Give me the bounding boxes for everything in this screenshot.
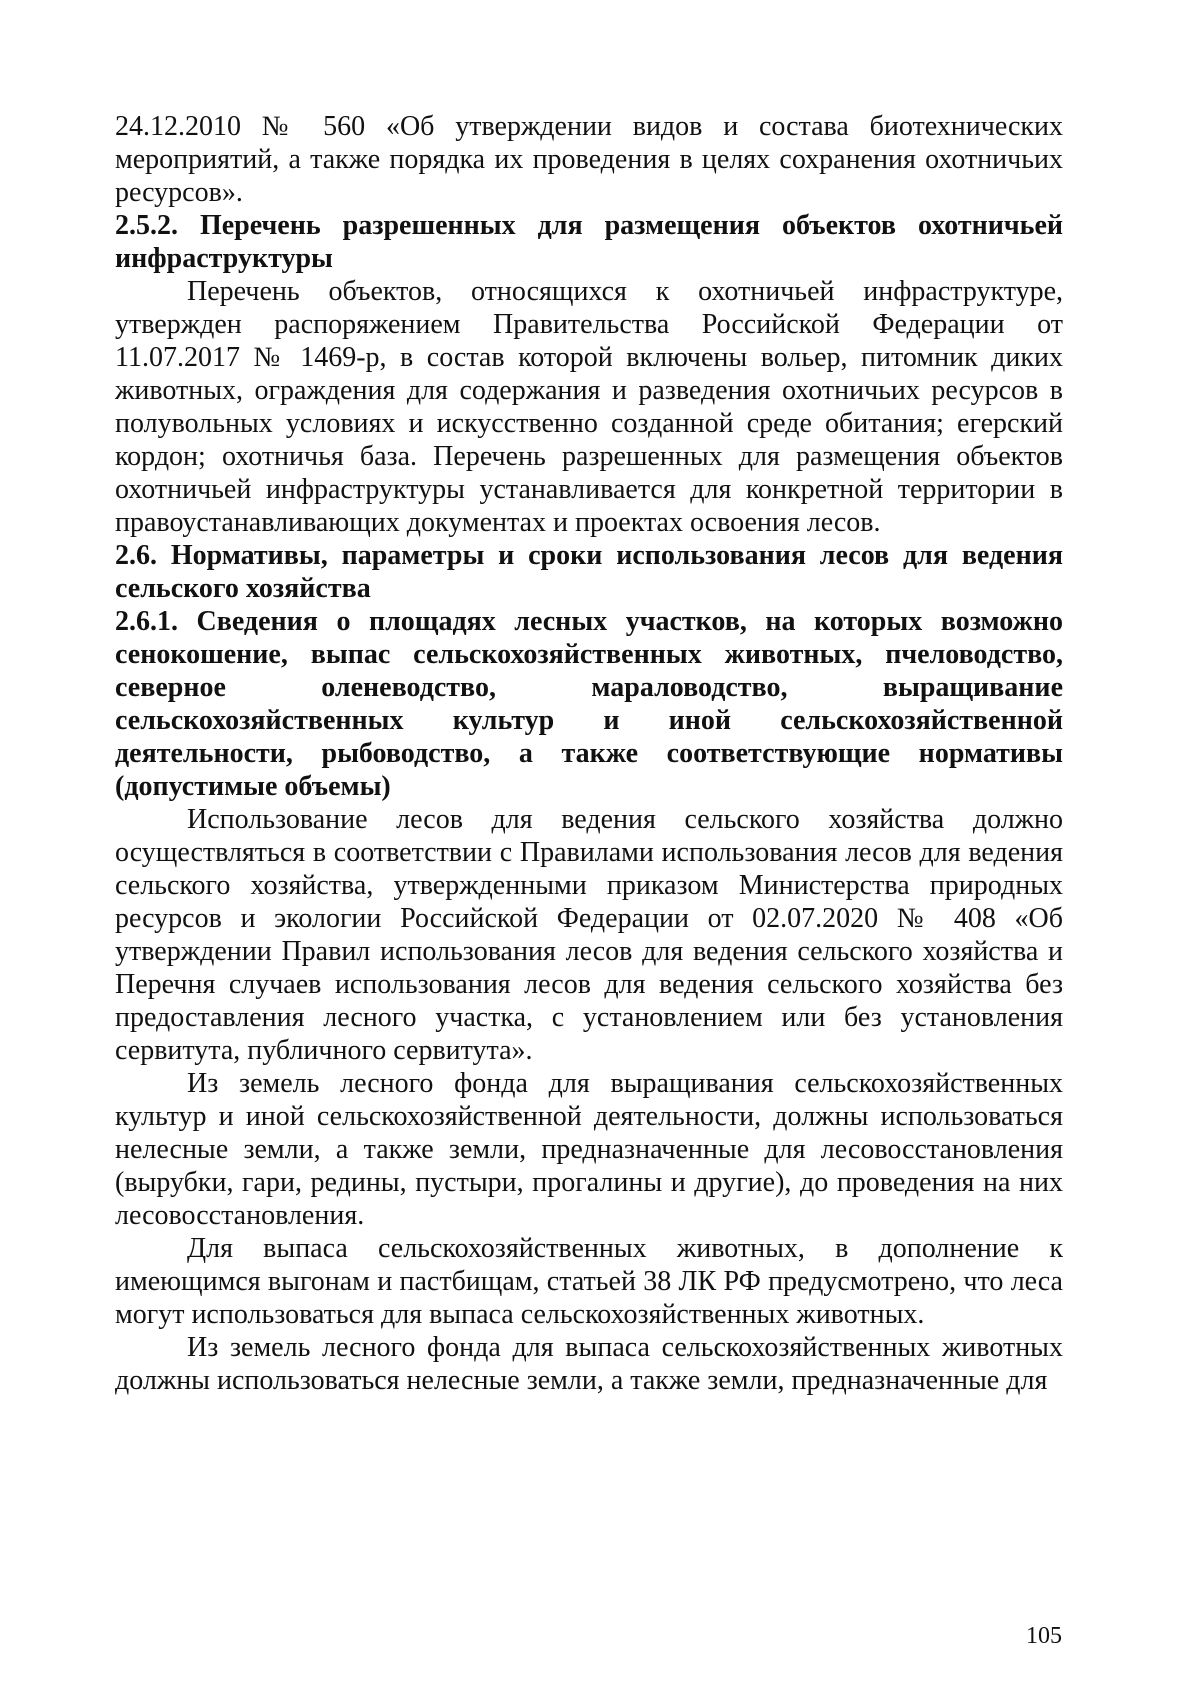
top-paragraph: 24.12.2010 № 560 «Об утверждении видов и состава биотехнических мероприятий, а также порядка их проведения в целях сохранения охотничьих ресурсов». (115, 111, 1063, 208)
paragraph-infrastructure: Перечень объектов, относящихся к охотничьей инфраструктуре, утвержден распоряжением Правительства Российской Федерации от 11.07.2017 № 1469-р, в состав которой включены вольер, питомник диких животных, ограждения для содержания и разведения охотничьих ресурсов в полувольных условиях и искусственно созданной среде обитания; егерский кордон; охотничья база. Перечень разрешенных для размещения объектов охотничьей инфраструктуры устанавливается для конкретной территории в правоустанавливающих документах и проектах освоения лесов. (115, 276, 1063, 538)
paragraph-grazing-article: Для выпаса сельскохозяйственных животных, в дополнение к имеющимся выгонам и пастбищам, статьей 38 ЛК РФ предусмотрено, что леса могут использоваться для выпаса сельскохозяйственных животных. (115, 1233, 1063, 1330)
heading-2-6: 2.6. Нормативы, параметры и сроки использования лесов для ведения сельского хозяйства (115, 540, 1063, 604)
heading-2-6-1: 2.6.1. Сведения о площадях лесных участков, на которых возможно сенокошение, выпас сельскохозяйственных животных, пчеловодство, северное оленеводство, мараловодство, выращивание сельскохозяйственных культур и иной сельскохозяйственной деятельности, рыбоводство, а также соответствующие нормативы (допустимые объемы) (115, 606, 1063, 802)
paragraph-agriculture-rules: Использование лесов для ведения сельского хозяйства должно осуществляться в соответствии с Правилами использования лесов для ведения сельского хозяйства, утвержденными приказом Министерства природных ресурсов и экологии Российской Федерации от 02.07.2020 № 408 «Об утверждении Правил использования лесов для ведения сельского хозяйства и Перечня случаев использования лесов для ведения сельского хозяйства без предоставления лесного участка, с установлением или без установления сервитута, публичного сервитута». (115, 804, 1063, 1066)
heading-2-5-2: 2.5.2. Перечень разрешенных для размещения объектов охотничьей инфраструктуры (115, 210, 1063, 274)
page-number: 105 (1026, 1623, 1062, 1649)
paragraph-grazing-lands: Из земель лесного фонда для выпаса сельскохозяйственных животных должны использоваться нелесные земли, а также земли, предназначенные для (115, 1332, 1063, 1396)
page-content (115, 110, 1063, 1397)
paragraph-crops: Из земель лесного фонда для выращивания сельскохозяйственных культур и иной сельскохозяйственной деятельности, должны использоваться нелесные земли, а также земли, предназначенные для лесовосстановления (вырубки, гари, редины, пустыри, прогалины и другие), до проведения на них лесовосстановления. (115, 1068, 1063, 1231)
